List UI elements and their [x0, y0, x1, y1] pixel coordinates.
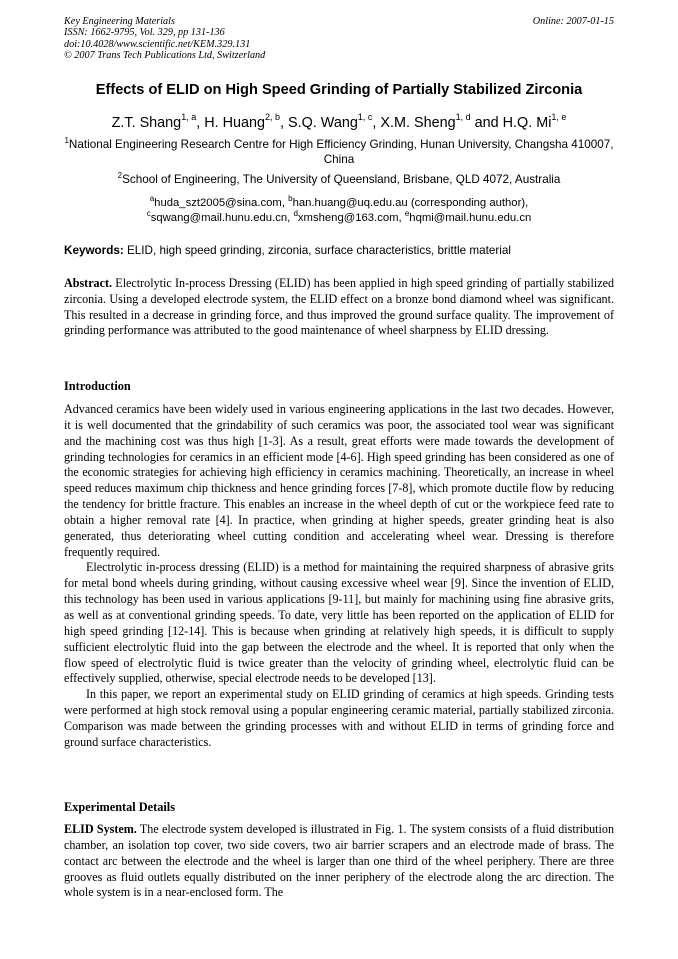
- email-sup: c: [146, 208, 151, 218]
- experimental-body: [64, 822, 614, 901]
- introduction-body: [64, 402, 614, 751]
- affiliation-1: [64, 138, 614, 167]
- author-name: X.M. Sheng: [380, 115, 456, 131]
- affiliation-text: National Engineering Research Centre for High Efficiency Grinding, Hunan University, Changsha 410007, China: [68, 138, 614, 166]
- paragraph: Electrolytic in-process dressing (ELID) is a method for maintaining the required sharpness of abrasive grits for metal bond wheels during grinding, without causing excessive wheel wear [9]. Since the invention of ELID, this technology has been used in various applications [9-11], but mainly for machining using fine abrasive grits, as well as at conventional grinding speeds. To date, very little has been reported on the application of ELID for high speed grinding [12-14]. This is because when grinding at relatively high speeds, it is difficult to supply sufficient electrolytic fluid into the gap between the electrode and the wheel. It is reported that only when the flow speed of electrolytic fluid is twice greater than the velocity of grinding wheel, electrolytic fluid can be effectively supplied, otherwise, special electrode needs to be developed [13].: [64, 560, 614, 686]
- affiliation-2: [40, 173, 638, 188]
- affiliation-number: 1: [64, 136, 69, 145]
- author-separator: ,: [372, 115, 381, 131]
- email-a[interactable]: huda_szt2005@sina.com,: [154, 197, 289, 209]
- author-separator: ,: [280, 115, 289, 131]
- paragraph: Advanced ceramics have been widely used in various engineering applications in the last two decades. However, it is well documented that the grindability of such ceramics was poor, the associated tool wear was significant and the machining cost was thus high [1-3]. As a result, great efforts were made towards the development of grinding technologies for ceramics in an efficient mode [4-6]. High speed grinding has been considered as one of the economic strategies for achieving high efficiency in ceramics machining. Theoretically, an increase in wheel speed reduces maximum chip thickness and hence grinding forces [7-8], which promote ductile flow by reducing the tendency for brittle fracture. This enables an increase in the wheel depth of cut or the workpiece feed rate to obtain a higher removal rate [4]. In practice, when grinding at higher speeds, greater grinding heat is also generated, thus deteriorating wheel cutting condition and accelerating wheel wear. Dressing is therefore frequently required.: [64, 402, 614, 559]
- author-and: and: [470, 115, 503, 131]
- email-line-2: [40, 208, 638, 226]
- email-b[interactable]: han.huang@uq.edu.au (corresponding author),: [292, 197, 529, 209]
- author-sup: 2, b: [265, 112, 281, 122]
- abstract-label: Abstract.: [64, 276, 113, 290]
- email-sup: a: [149, 194, 155, 203]
- paragraph: [64, 822, 614, 901]
- copyright-line: © 2007 Trans Tech Publications Ltd, Switzerland: [64, 50, 266, 62]
- section-heading-introduction: Introduction: [64, 379, 131, 393]
- email-e[interactable]: hqmi@mail.hunu.edu.cn: [409, 211, 532, 224]
- author-name: S.Q. Wang: [288, 115, 358, 131]
- email-sup: b: [288, 194, 293, 203]
- author-name: H.Q. Mi: [502, 115, 552, 131]
- email-list: [40, 196, 638, 226]
- email-sup: e: [404, 208, 410, 218]
- author-list: [40, 113, 638, 133]
- email-c[interactable]: sqwang@mail.hunu.edu.cn,: [150, 211, 294, 224]
- author-name: H. Huang: [204, 115, 265, 131]
- section-heading-experimental: Experimental Details: [64, 800, 175, 814]
- paragraph: In this paper, we report an experimental study on ELID grinding of ceramics at high speeds. Grinding tests were performed at high stock removal using a popular engineering ceramic material, partially stabilized zirconia. Comparison was made between the grinding processes with and without ELID in terms of grinding force and ground surface characteristics.: [64, 687, 614, 749]
- keywords: [64, 244, 624, 259]
- runin-heading: ELID System.: [64, 822, 137, 836]
- email-line-1: [40, 196, 638, 211]
- online-date: Online: 2007-01-15: [532, 16, 614, 27]
- keywords-text: ELID, high speed grinding, zirconia, surface characteristics, brittle material: [123, 244, 511, 257]
- email-sup: d: [293, 208, 298, 218]
- journal-header: [64, 16, 265, 62]
- author-sup: 1, d: [455, 112, 471, 122]
- abstract-text: Electrolytic In-process Dressing (ELID) has been applied in high speed grinding of partially stabilized zirconia. Using a developed electrode system, the ELID effect on a bronze bond diamond wheel was significant. This resulted in a decrease in grinding force, and thus improved the ground surface quality. The improvement of grinding performance was attributed to the good maintenance of wheel sharpness by ELID dressing.: [64, 276, 614, 338]
- doi-line: doi:10.4028/www.scientific.net/KEM.329.131: [64, 38, 251, 50]
- issn-line: ISSN: 1662-9795, Vol. 329, pp 131-136: [64, 27, 225, 39]
- affiliation-text: School of Engineering, The University of Queensland, Brisbane, QLD 4072, Australia: [122, 173, 561, 186]
- author-sup: 1, e: [551, 112, 567, 122]
- author-name: Z.T. Shang: [111, 115, 182, 131]
- author-sup: 1, a: [181, 112, 197, 122]
- paper-title: Effects of ELID on High Speed Grinding of Partially Stabilized Zirconia: [95, 82, 583, 98]
- email-d[interactable]: xmsheng@163.com,: [297, 211, 405, 224]
- abstract: [64, 276, 614, 339]
- author-separator: ,: [196, 115, 205, 131]
- affiliation-number: 2: [117, 171, 123, 180]
- journal-name: Key Engineering Materials: [64, 16, 175, 27]
- paragraph-text: The electrode system developed is illustrated in Fig. 1. The system consists of a fluid distribution chamber, an isolation top cover, two side covers, two air barrier scrapers and an electrode made of brass. The contact arc between the electrode and the wheel is larger than one third of the wheel periphery. There are three grooves as fluid outlets equally distributed on the inner periphery of the electrode along the arc direction. The whole system is in a near-enclosed form. The: [64, 822, 614, 900]
- keywords-label: Keywords:: [64, 244, 124, 257]
- author-sup: 1, c: [357, 112, 373, 122]
